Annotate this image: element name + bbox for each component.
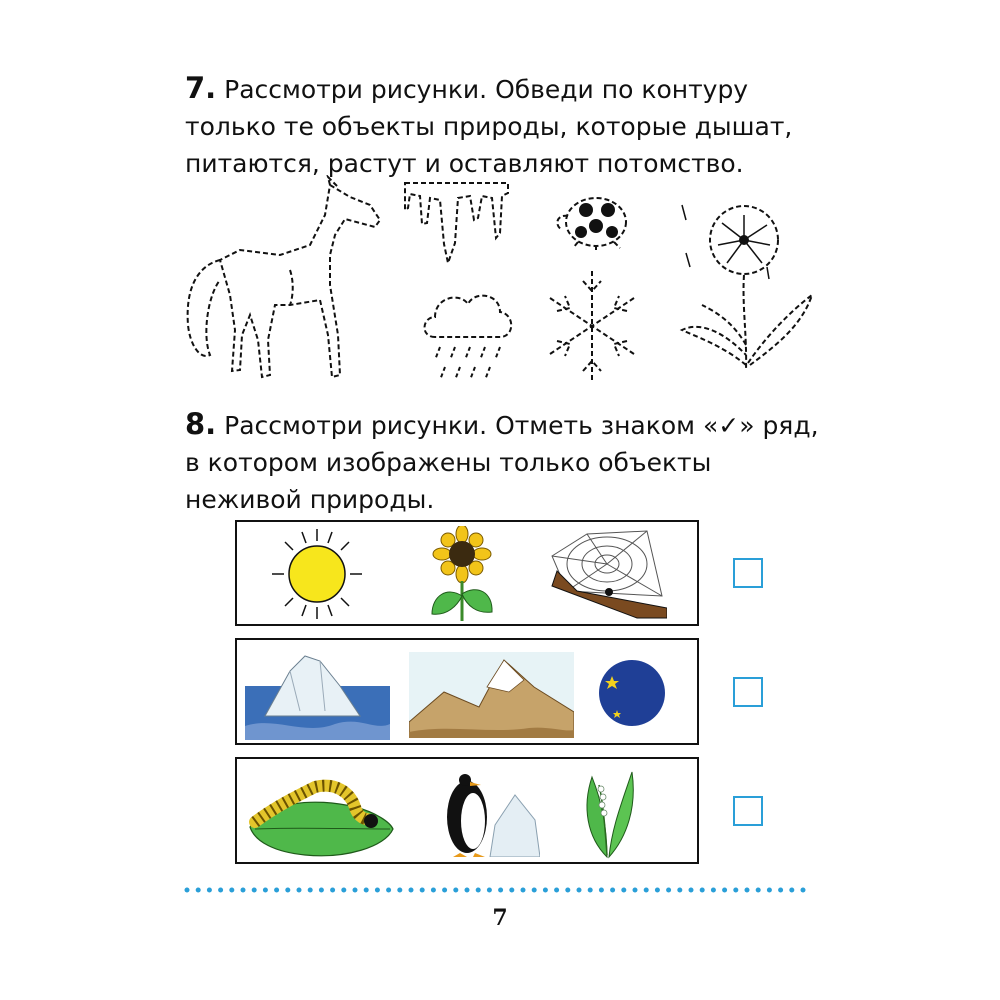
sunflower-picture: [427, 526, 497, 624]
separator-dot: [666, 888, 671, 893]
separator-dot: [655, 888, 660, 893]
iceberg-picture: [245, 646, 390, 740]
icicles-outline-drawing[interactable]: [400, 178, 515, 270]
separator-dot: [431, 888, 436, 893]
row-2-checkbox[interactable]: [733, 677, 763, 707]
separator-dot: [274, 888, 279, 893]
separator-dot: [252, 888, 257, 893]
separator-dot: [554, 888, 559, 893]
separator-dot: [599, 888, 604, 893]
separator-dot: [644, 888, 649, 893]
separator-dot: [756, 888, 761, 893]
separator-dot: [409, 888, 414, 893]
task-8: [185, 406, 825, 518]
separator-dot: [733, 888, 738, 893]
separator-dot: [297, 888, 302, 893]
separator-dot: [778, 888, 783, 893]
separator-dot: [319, 888, 324, 893]
separator-dot: [498, 888, 503, 893]
dotted-separator: [184, 886, 816, 894]
dandelion-outline-drawing[interactable]: [672, 195, 822, 375]
mountain-picture: [409, 652, 574, 738]
separator-dot: [420, 888, 425, 893]
separator-dot: [767, 888, 772, 893]
separator-dot: [364, 888, 369, 893]
task-7: [185, 70, 825, 182]
separator-dot: [633, 888, 638, 893]
ladybug-outline-drawing[interactable]: [548, 188, 638, 250]
separator-dot: [308, 888, 313, 893]
separator-dot: [218, 888, 223, 893]
separator-dot: [487, 888, 492, 893]
cloud-rain-outline-drawing[interactable]: [420, 282, 515, 386]
sun-picture: [262, 527, 372, 622]
separator-dot: [185, 888, 190, 893]
task-7-text: Рассмотри рисунки. Обведи по контуру только те объекты природы, которые дышат, питаются, растут и оставляют потомство.: [185, 75, 793, 178]
separator-dot: [263, 888, 268, 893]
separator-dot: [442, 888, 447, 893]
separator-dot: [207, 888, 212, 893]
separator-dot: [285, 888, 290, 893]
separator-dot: [386, 888, 391, 893]
separator-dot: [229, 888, 234, 893]
task-8-number: 8.: [185, 407, 217, 441]
separator-dot: [521, 888, 526, 893]
page-number: 7: [492, 905, 508, 931]
penguin-picture: [435, 765, 540, 857]
separator-dot: [745, 888, 750, 893]
separator-dot: [700, 888, 705, 893]
separator-dot: [711, 888, 716, 893]
picture-row-3: [235, 757, 699, 864]
separator-dot: [341, 888, 346, 893]
separator-dot: [789, 888, 794, 893]
task-7-number: 7.: [185, 71, 217, 105]
separator-dot: [196, 888, 201, 893]
separator-dot: [588, 888, 593, 893]
horse-outline-drawing[interactable]: [180, 175, 390, 385]
separator-dot: [453, 888, 458, 893]
separator-dot: [532, 888, 537, 893]
separator-dot: [241, 888, 246, 893]
separator-dot: [375, 888, 380, 893]
separator-dot: [543, 888, 548, 893]
separator-dot: [677, 888, 682, 893]
row-3-checkbox[interactable]: [733, 796, 763, 826]
caterpillar-on-leaf-picture: [245, 777, 395, 859]
separator-dot: [801, 888, 806, 893]
picture-row-1: [235, 520, 699, 626]
separator-dot: [330, 888, 335, 893]
separator-dot: [722, 888, 727, 893]
lily-of-the-valley-picture: [577, 767, 642, 859]
snowflake-outline-drawing[interactable]: [545, 266, 639, 386]
separator-dot: [621, 888, 626, 893]
picture-row-2: [235, 638, 699, 745]
separator-dot: [353, 888, 358, 893]
spider-web-picture: [547, 526, 667, 622]
row-1-checkbox[interactable]: [733, 558, 763, 588]
separator-dot: [397, 888, 402, 893]
separator-dot: [476, 888, 481, 893]
task-8-text: Рассмотри рисунки. Отметь знаком «✓» ряд, в котором изображены только объекты неживой природы.: [185, 411, 819, 514]
separator-dot: [610, 888, 615, 893]
separator-dot: [509, 888, 514, 893]
moon-stars-picture: [597, 658, 667, 728]
separator-dot: [565, 888, 570, 893]
separator-dot: [577, 888, 582, 893]
separator-dot: [465, 888, 470, 893]
separator-dot: [689, 888, 694, 893]
